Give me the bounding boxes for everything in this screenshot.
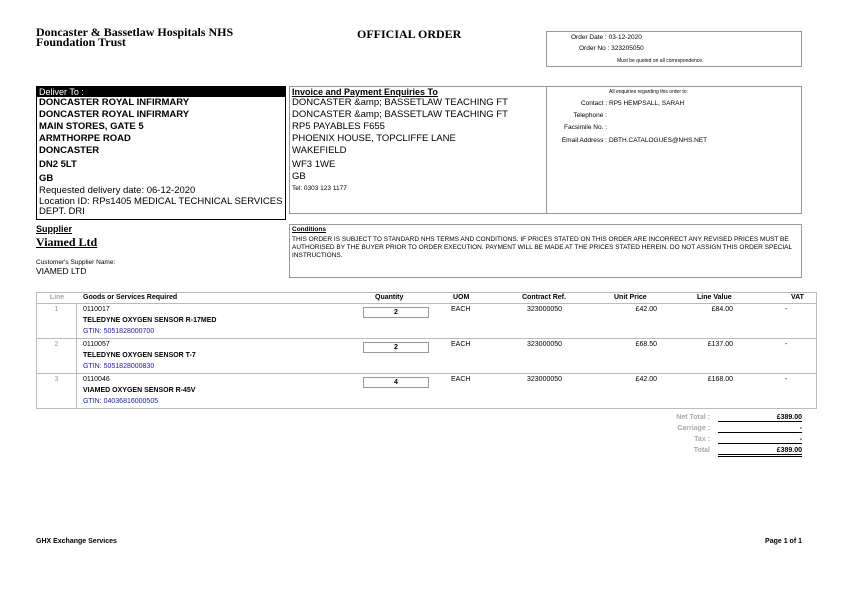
deliver-line: MAIN STORES, GATE 5 [39, 121, 144, 132]
location-id: Location ID: RPs1405 MEDICAL TECHNICAL SERVICES DEPT. DRI [39, 196, 283, 217]
conditions-text: THIS ORDER IS SUBJECT TO STANDARD NHS TERMS AND CONDITIONS. IF PRICES STATED ON THIS ORDER ARE INCORRECT ANY REVISED PRICES MUST BE AUTHORISED BY THE BUYER PRIOR TO ORDER EXECUTION. PAYMENT WILL BE MADE AT THE PRICES STATED HEREIN. DO NOT ASSIGN THIS ORDER SPECIAL INSTRUCTIONS. [292, 236, 792, 259]
invoice-title: Invoice and Payment Enquiries To [292, 87, 438, 97]
carriage-label: Carriage : [677, 425, 710, 432]
row-line-value: £137.00 [707, 341, 733, 348]
order-date-label: Order Date : [571, 34, 607, 41]
deliver-line: DONCASTER [39, 145, 100, 156]
row-quantity: 4 [363, 377, 429, 388]
col-quantity: Quantity [375, 294, 404, 301]
net-total-label: Net Total : [676, 414, 710, 421]
customer-supplier-label: Customer's Supplier Name: [36, 259, 116, 266]
supplier-name: Viamed Ltd [36, 235, 98, 249]
deliver-line: DONCASTER ROYAL INFIRMARY [39, 109, 190, 120]
deliver-extra [37, 185, 285, 217]
order-no-quote-note: Must be quoted on all correspondence. [617, 58, 704, 64]
deliver-to-heading [37, 87, 285, 97]
row-unit-price: £42.00 [635, 376, 657, 383]
total-value: £389.00 [718, 447, 802, 457]
order-no-value: 323205050 [611, 45, 644, 52]
contact-label: Contact : [580, 100, 607, 107]
row-quantity: 2 [363, 342, 429, 353]
row-contract-ref: 323000050 [527, 341, 563, 348]
total-label: Total [693, 447, 710, 454]
order-date-value: 03-12-2020 [608, 34, 642, 41]
deliver-line: DONCASTER ROYAL INFIRMARY [39, 97, 190, 108]
invoice-box [289, 86, 546, 214]
table-row [36, 304, 817, 339]
row-item-gtin: GTIN: 5051828000700 [83, 328, 155, 335]
row-line-number: 3 [37, 374, 77, 408]
deliver-to-title: Deliver To : [39, 87, 84, 97]
row-uom: EACH [451, 376, 471, 383]
deliver-line: ARMTHORPE ROAD [39, 133, 131, 144]
row-unit-price: £42.00 [635, 306, 657, 313]
email-value: DBTH.CATALOGUES@NHS.NET [609, 137, 708, 144]
row-line-number: 2 [37, 339, 77, 373]
net-total-value: £389.00 [718, 414, 802, 422]
deliver-country: GB [39, 173, 54, 184]
organisation-name [36, 27, 233, 47]
document-title: OFFICIAL ORDER [357, 27, 462, 41]
telephone-label: Telephone : [573, 112, 607, 119]
tax-label: Tax : [694, 436, 710, 443]
totals-section [630, 414, 805, 462]
deliver-to-box [36, 86, 286, 220]
conditions-box [289, 224, 802, 278]
page-number: Page 1 of 1 [765, 538, 802, 545]
row-quantity: 2 [363, 307, 429, 318]
col-uom: UOM [453, 294, 470, 301]
invoice-line: DONCASTER &amp; BASSETLAW TEACHING FT [292, 97, 508, 108]
row-contract-ref: 323000050 [527, 376, 563, 383]
table-row [36, 339, 817, 374]
invoice-line: DONCASTER &amp; BASSETLAW TEACHING FT [292, 109, 508, 120]
order-no-label: Order No : [579, 45, 610, 52]
row-line-number: 1 [37, 304, 77, 338]
conditions-title: Conditions [292, 226, 326, 233]
fax-label: Facsimile No. : [564, 124, 607, 131]
row-item-description: VIAMED OXYGEN SENSOR R-45V [83, 387, 196, 394]
table-row [36, 374, 817, 409]
row-vat: - [785, 376, 788, 383]
row-line-value: £84.00 [711, 306, 733, 313]
invoice-line: PHOENIX HOUSE, TOPCLIFFE LANE [292, 133, 456, 144]
row-unit-price: £68.50 [635, 341, 657, 348]
col-line: Line [49, 294, 65, 301]
items-table-header [36, 292, 817, 304]
enquiries-note: All enquiries regarding this order to: [609, 89, 688, 95]
row-item-code: 0110057 [83, 341, 110, 348]
col-goods: Goods or Services Required [83, 294, 178, 301]
col-unit-price: Unit Price [614, 294, 647, 301]
supplier-section [36, 224, 286, 276]
invoice-country: GB [292, 171, 306, 182]
requested-delivery-date: Requested delivery date: 06-12-2020 [39, 185, 196, 196]
enquiries-box [546, 86, 802, 214]
row-item-gtin: GTIN: 04036816000505 [83, 398, 159, 405]
col-line-value: Line Value [697, 294, 732, 301]
organisation-name-line1: Doncaster & Bassetlaw Hospitals NHS [36, 25, 234, 39]
col-contract: Contract Ref. [522, 294, 566, 301]
contact-value: RP5 HEMPSALL, SARAH [609, 100, 685, 107]
footer-left: GHX Exchange Services [36, 538, 117, 545]
invoice-tel: Tel: 0303 123 1177 [292, 185, 347, 192]
row-uom: EACH [451, 341, 471, 348]
row-item-gtin: GTIN: 5051828000830 [83, 363, 155, 370]
row-item-code: 0110017 [83, 306, 110, 313]
organisation-name-line2: Foundation Trust [36, 35, 126, 49]
row-item-description: TELEDYNE OXYGEN SENSOR T-7 [83, 352, 196, 359]
deliver-address [37, 97, 285, 185]
row-uom: EACH [451, 306, 471, 313]
row-vat: - [785, 341, 788, 348]
order-info-box [546, 31, 802, 67]
order-no-row [579, 45, 644, 52]
customer-supplier-name: VIAMED LTD [36, 266, 87, 276]
row-item-description: TELEDYNE OXYGEN SENSOR R-17MED [83, 317, 217, 324]
email-label: Email Address : [561, 137, 607, 144]
carriage-value: - [718, 425, 802, 433]
invoice-line: RP5 PAYABLES F655 [292, 121, 385, 132]
row-item-code: 0110046 [83, 376, 110, 383]
invoice-postcode: WF3 1WE [292, 159, 336, 170]
col-vat: VAT [791, 294, 804, 301]
invoice-line: WAKEFIELD [292, 145, 347, 156]
invoice-address [290, 97, 546, 183]
row-vat: - [785, 306, 788, 313]
deliver-postcode: DN2 5LT [39, 159, 77, 170]
supplier-title: Supplier [36, 224, 73, 234]
tax-value: - [718, 436, 802, 444]
order-date-row [571, 34, 642, 41]
row-contract-ref: 323000050 [527, 306, 563, 313]
row-line-value: £168.00 [707, 376, 733, 383]
